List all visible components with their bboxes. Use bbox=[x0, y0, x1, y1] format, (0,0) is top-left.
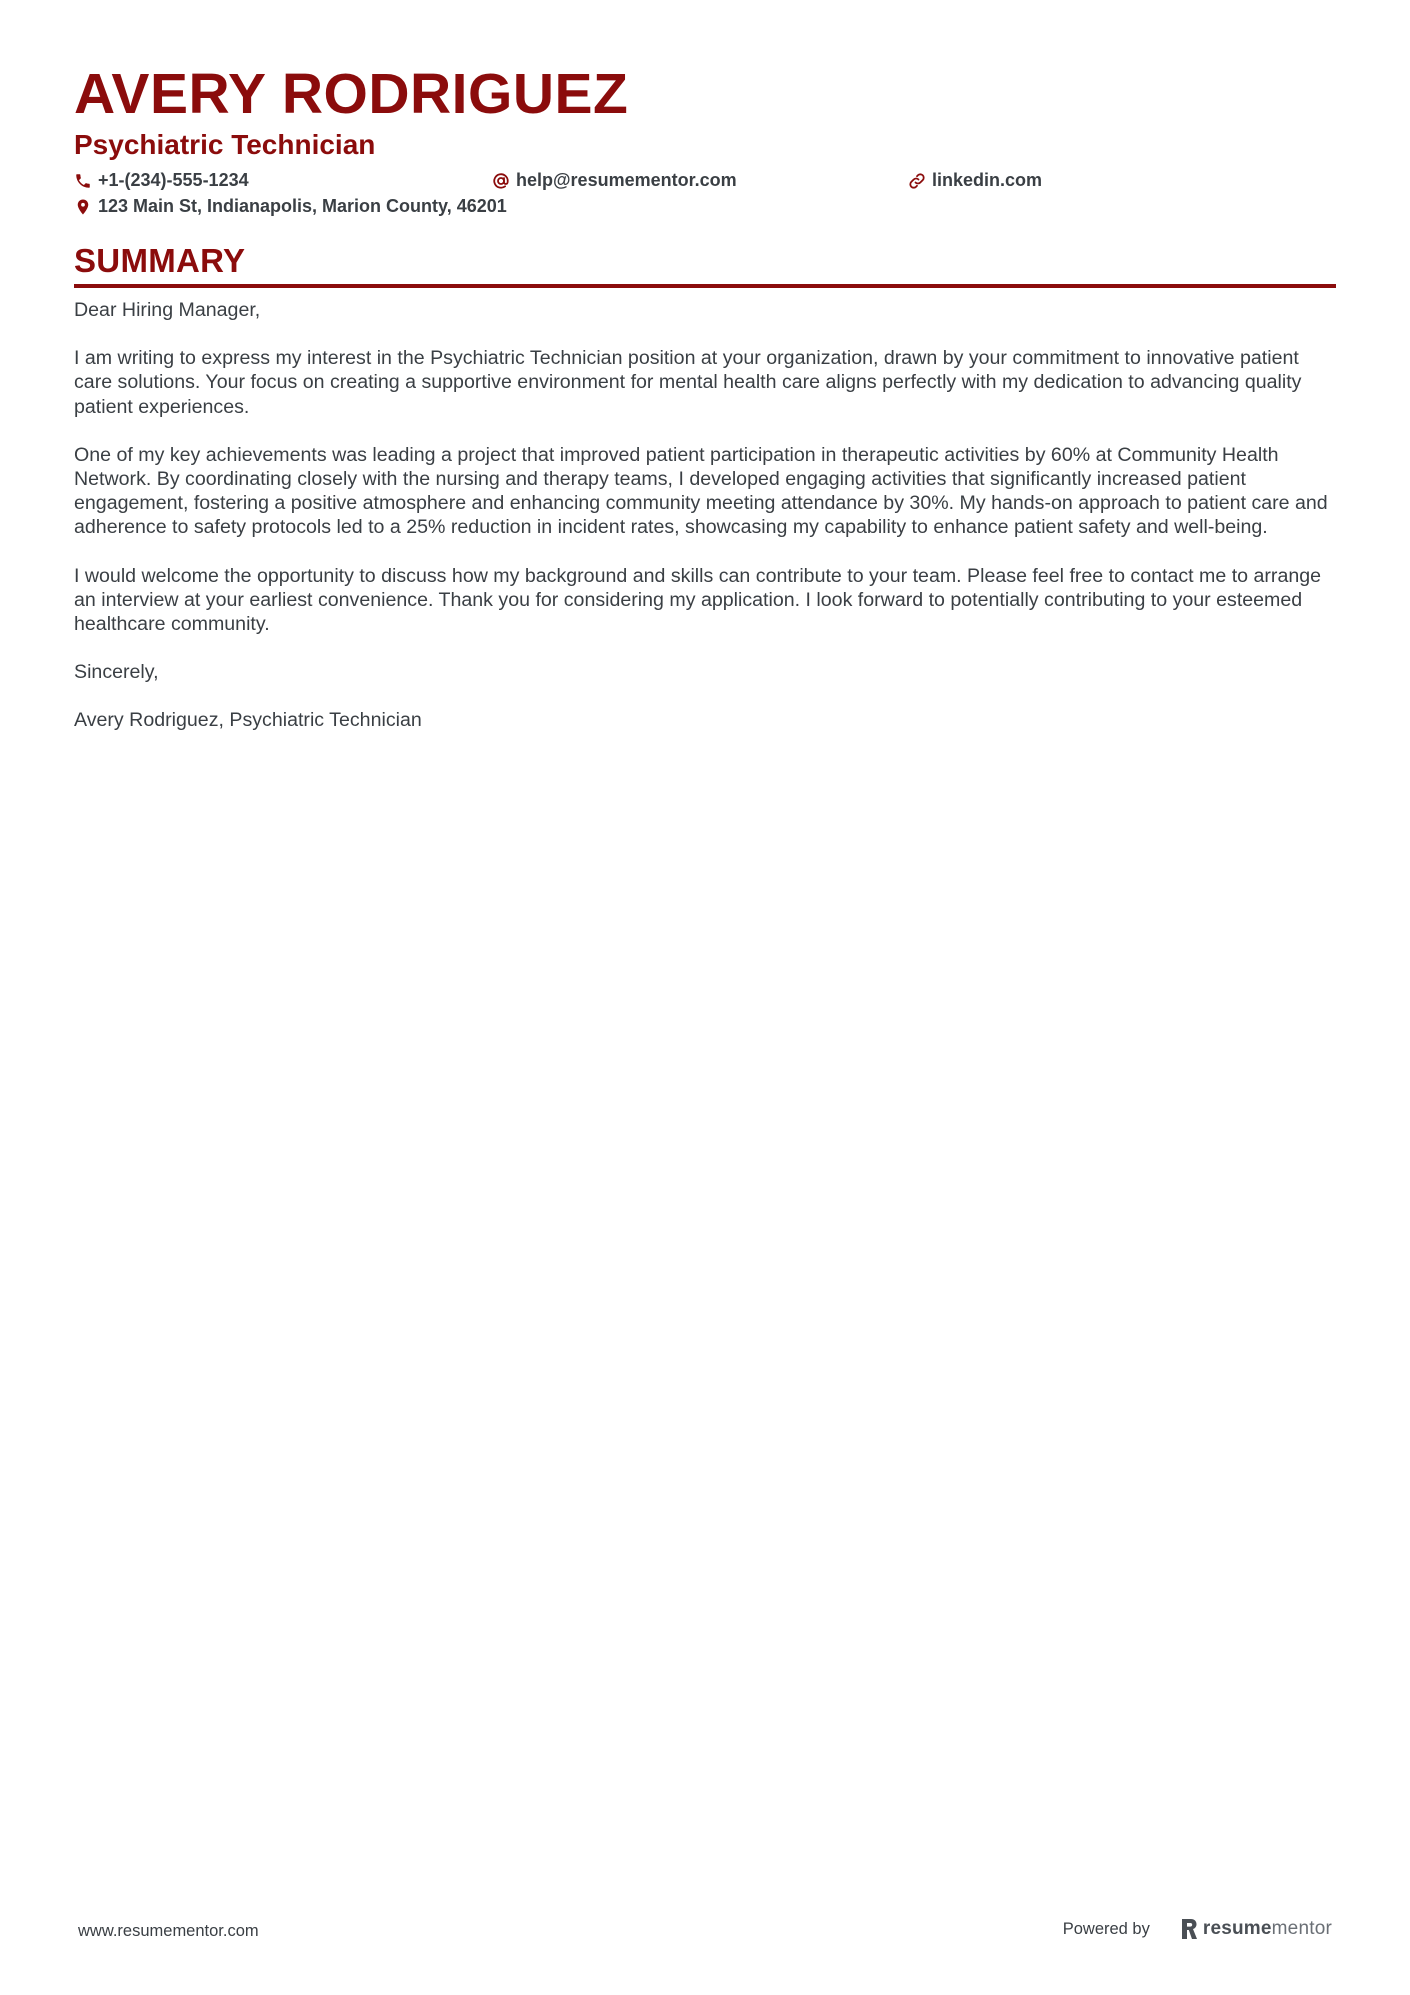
section-divider bbox=[74, 284, 1336, 288]
cover-letter-body bbox=[74, 298, 1336, 733]
footer-branding bbox=[1063, 1918, 1332, 1940]
brand-name bbox=[1203, 1918, 1332, 1940]
contact-phone bbox=[74, 170, 249, 191]
phone-text: +1-(234)-555-1234 bbox=[98, 170, 249, 190]
letter-paragraph: I am writing to express my interest in the Psychiatric Technician position at your organization, drawn by your commitment to innovative patient care solutions. Your focus on creating a supportive environment for mental health care aligns perfectly with my dedication to advancing quality patient experiences. bbox=[74, 347, 1302, 418]
resume-header bbox=[74, 62, 1336, 226]
email-text[interactable]: help@resumementor.com bbox=[516, 170, 737, 190]
salutation: Dear Hiring Manager, bbox=[74, 299, 261, 321]
contact-email[interactable] bbox=[492, 170, 737, 191]
address-text: 123 Main St, Indianapolis, Marion County, 46201 bbox=[98, 196, 507, 216]
letter-paragraph: One of my key achievements was leading a project that improved patient participation in therapeutic activities by 60% at Community Health Network. By coordinating closely with the nursing and therapy teams, I developed engaging activities that significantly increased patient engagement, fostering a positive atmosphere and enhancing community meeting attendance by 30%. My hands-on approach to patient care and adherence to safety protocols led to a 25% reduction in incident rates, showcasing my capability to enhance patient safety and well-being. bbox=[74, 443, 1328, 539]
phone-icon bbox=[74, 172, 92, 190]
powered-by-label: Powered by bbox=[1062, 1919, 1150, 1938]
summary-section bbox=[74, 240, 1336, 757]
footer-website[interactable]: www.resumementor.com bbox=[78, 1922, 259, 1940]
map-pin-icon bbox=[74, 198, 92, 216]
linkedin-text[interactable]: linkedin.com bbox=[932, 170, 1043, 190]
job-title: Psychiatric Technician bbox=[74, 129, 376, 160]
section-heading: SUMMARY bbox=[74, 242, 246, 279]
link-icon bbox=[908, 172, 926, 190]
resumementor-logo-icon bbox=[1180, 1919, 1198, 1939]
brand-name-bold: resume bbox=[1202, 1918, 1272, 1939]
candidate-name: AVERY RODRIGUEZ bbox=[74, 62, 629, 126]
contact-linkedin[interactable] bbox=[908, 170, 1042, 191]
brand-name-light: mentor bbox=[1271, 1918, 1332, 1939]
signature: Avery Rodriguez, Psychiatric Technician bbox=[74, 709, 422, 732]
letter-paragraph: I would welcome the opportunity to discuss how my background and skills can contribute to your team. Please feel free to contact me to arrange an interview at your earliest convenience. Thank you for considering my application. I look forward to potentially contributing to your esteemed healthcare community. bbox=[74, 564, 1322, 636]
closing: Sincerely, bbox=[74, 661, 159, 684]
contact-info bbox=[74, 170, 1336, 226]
brand-logo[interactable] bbox=[1180, 1918, 1332, 1940]
contact-address bbox=[74, 196, 507, 217]
at-sign-icon bbox=[492, 172, 510, 190]
